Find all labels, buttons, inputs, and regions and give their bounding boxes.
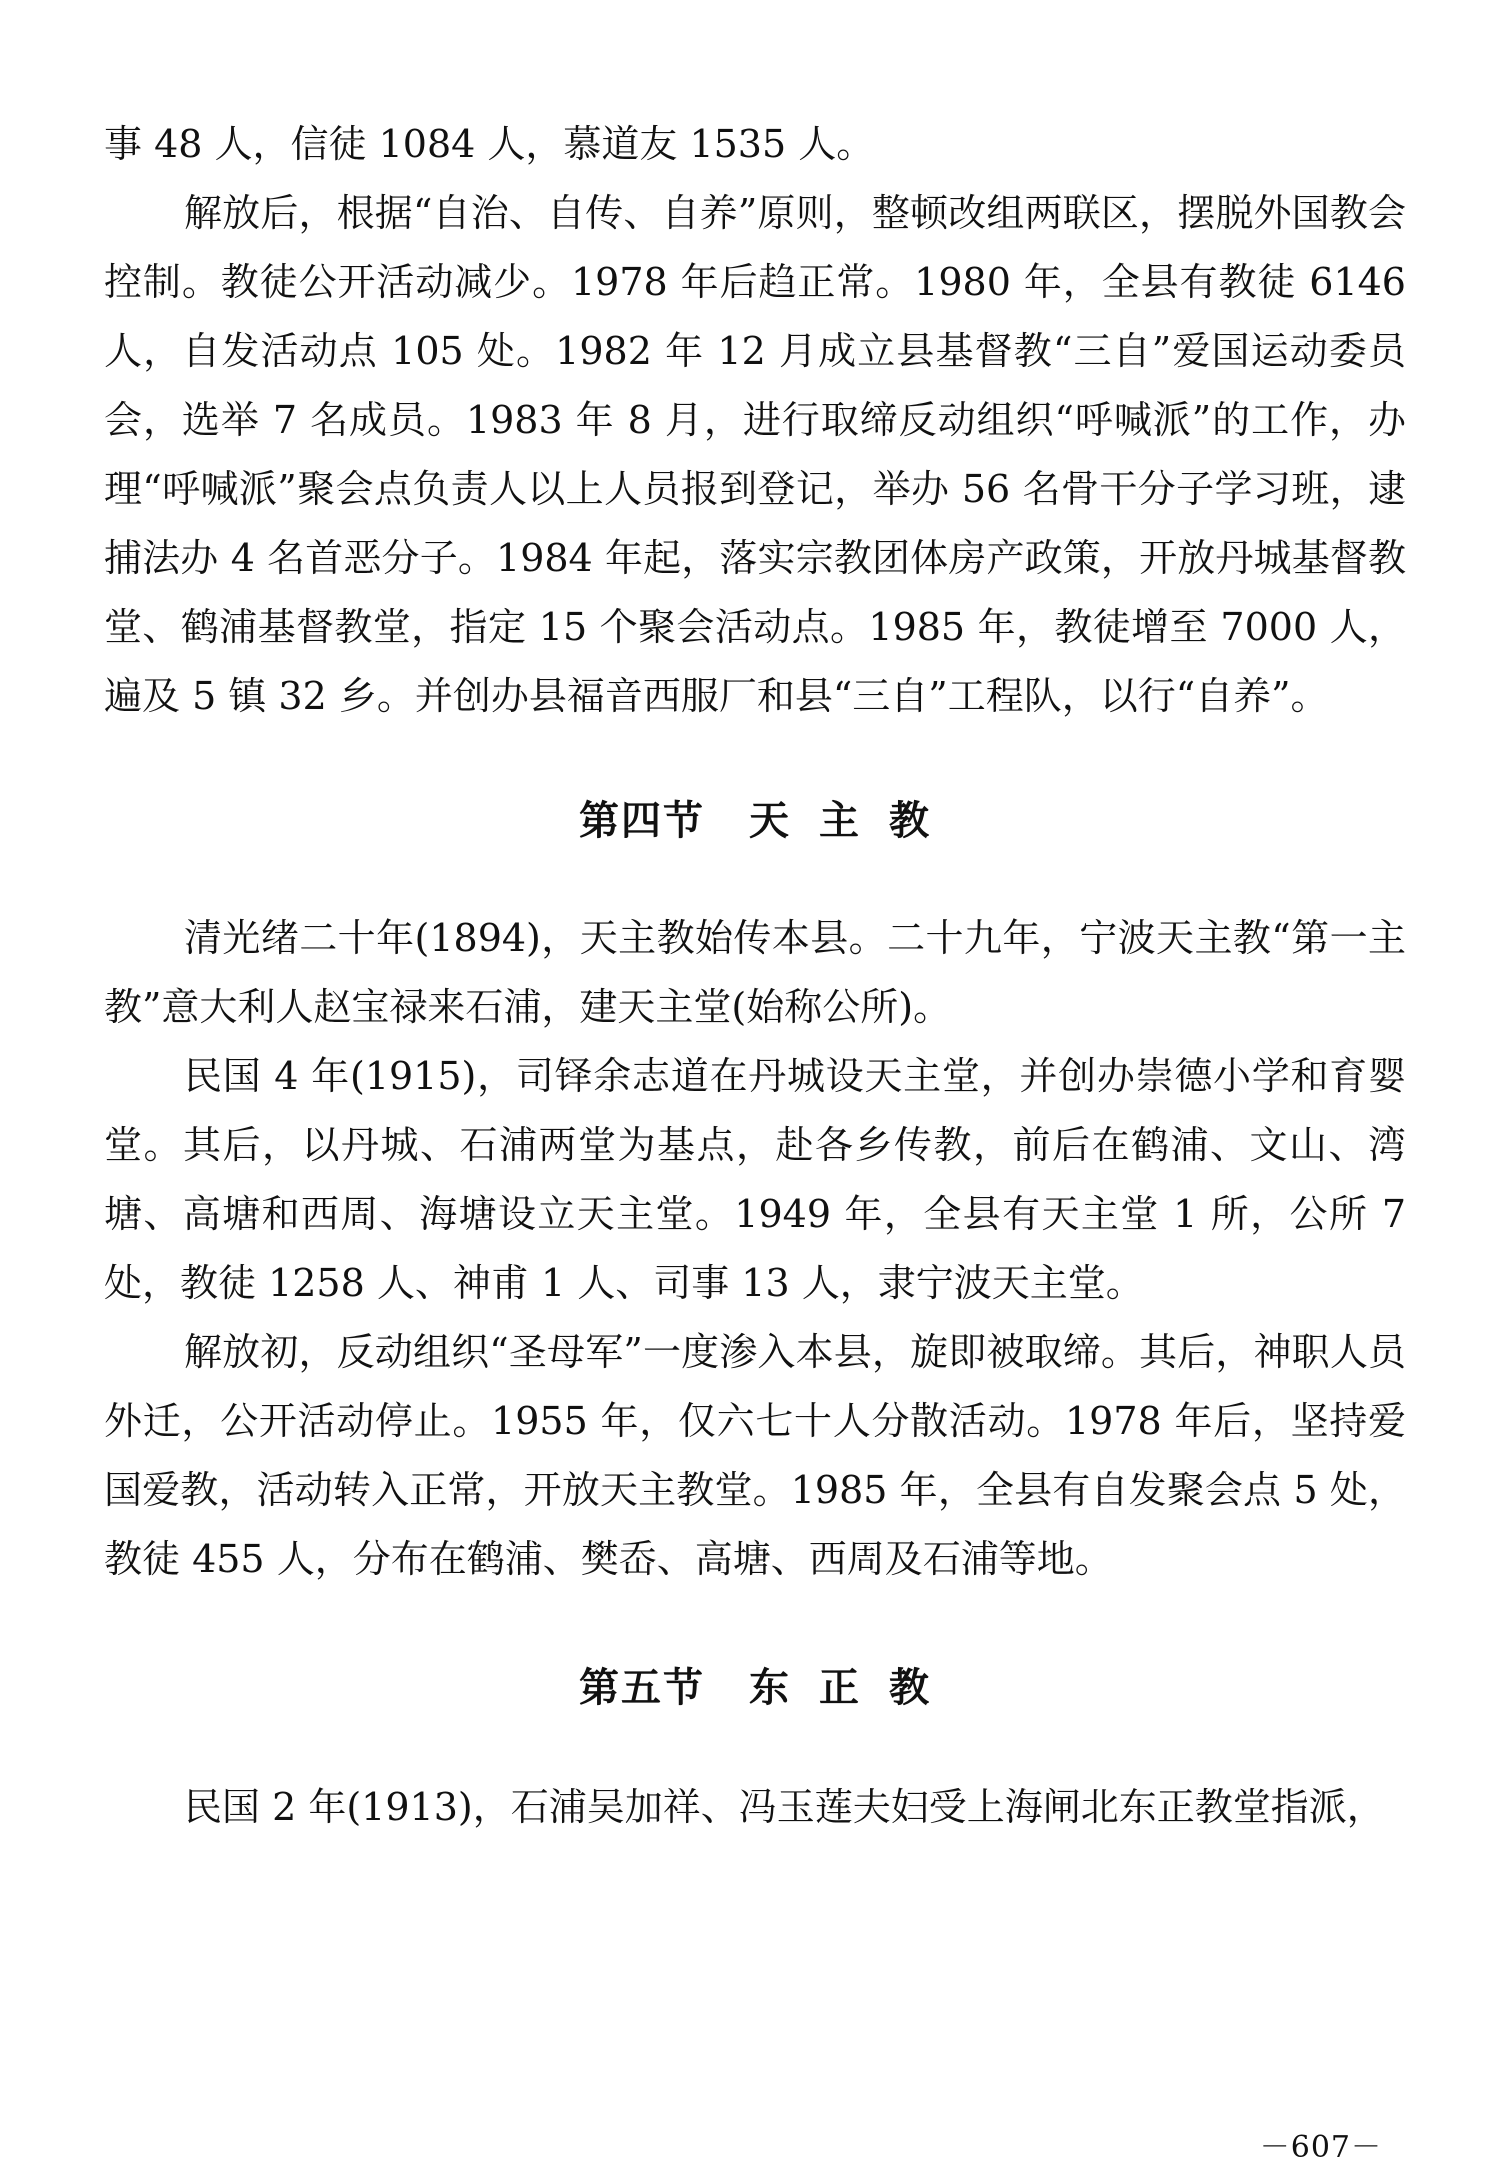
section-5-heading [104, 1656, 1406, 1713]
paragraph-catholic-origin: 清光绪二十年(1894)，天主教始传本县。二十九年，宁波天主教“第一主教”意大利人赵宝禄来石浦，建天主堂(始称公所)。 [104, 916, 1406, 1029]
section-5-title-char: 东 [749, 1664, 791, 1711]
section-5-title-char: 教 [889, 1664, 931, 1711]
paragraph-continued: 事 48 人，信徒 1084 人，慕道友 1535 人。 [104, 122, 875, 166]
section-4-number: 第四节 [579, 797, 705, 844]
section-4-title-char: 教 [889, 797, 931, 844]
section-5-number: 第五节 [579, 1664, 705, 1711]
paragraph-catholic-republic: 民国 4 年(1915)，司铎余志道在丹城设天主堂，并创办崇德小学和育婴堂。其后，以丹城、石浦两堂为基点，赴各乡传教，前后在鹤浦、文山、湾塘、高塘和西周、海塘设立天主堂。1949 年，全县有天主堂 1 所，公所 7 处，教徒 1258 人、神甫 1 人、司事 13 人，隶宁波天主堂。 [104, 1054, 1406, 1305]
section-4-heading [104, 789, 1406, 846]
section-4-title-char: 天 [749, 797, 791, 844]
paragraph-orthodox-origin: 民国 2 年(1913)，石浦吴加祥、冯玉莲夫妇受上海闸北东正教堂指派， [184, 1785, 1385, 1829]
section-5-title-char: 正 [819, 1664, 861, 1711]
document-page [104, 110, 1406, 1842]
paragraph-liberation-protestant: 解放后，根据“自治、自传、自养”原则，整顿改组两联区，摆脱外国教会控制。教徒公开活动减少。1978 年后趋正常。1980 年，全县有教徒 6146 人，自发活动点 105 处。1982 年 12 月成立县基督教“三自”爱国运动委员会，选举 7 名成员。1983 年 8 月，进行取缔反动组织“呼喊派”的工作，办理“呼喊派”聚会点负责人以上人员报到登记，举办 56 名骨干分子学习班，逮捕法办 4 名首恶分子。1984 年起，落实宗教团体房产政策，开放丹城基督教堂、鹤浦基督教堂，指定 15 个聚会活动点。1985 年，教徒增至 7000 人，遍及 5 镇 32 乡。并创办县福音西服厂和县“三自”工程队，以行“自养”。 [104, 191, 1406, 718]
paragraph-catholic-liberation: 解放初，反动组织“圣母军”一度渗入本县，旋即被取缔。其后，神职人员外迁，公开活动停止。1955 年，仅六七十人分散活动。1978 年后，坚持爱国爱教，活动转入正常，开放天主教堂。1985 年，全县有自发聚会点 5 处，教徒 455 人，分布在鹤浦、樊岙、高塘、西周及石浦等地。 [104, 1330, 1406, 1581]
page-number: －607－ [1259, 2130, 1382, 2165]
section-4-title-char: 主 [819, 797, 861, 844]
